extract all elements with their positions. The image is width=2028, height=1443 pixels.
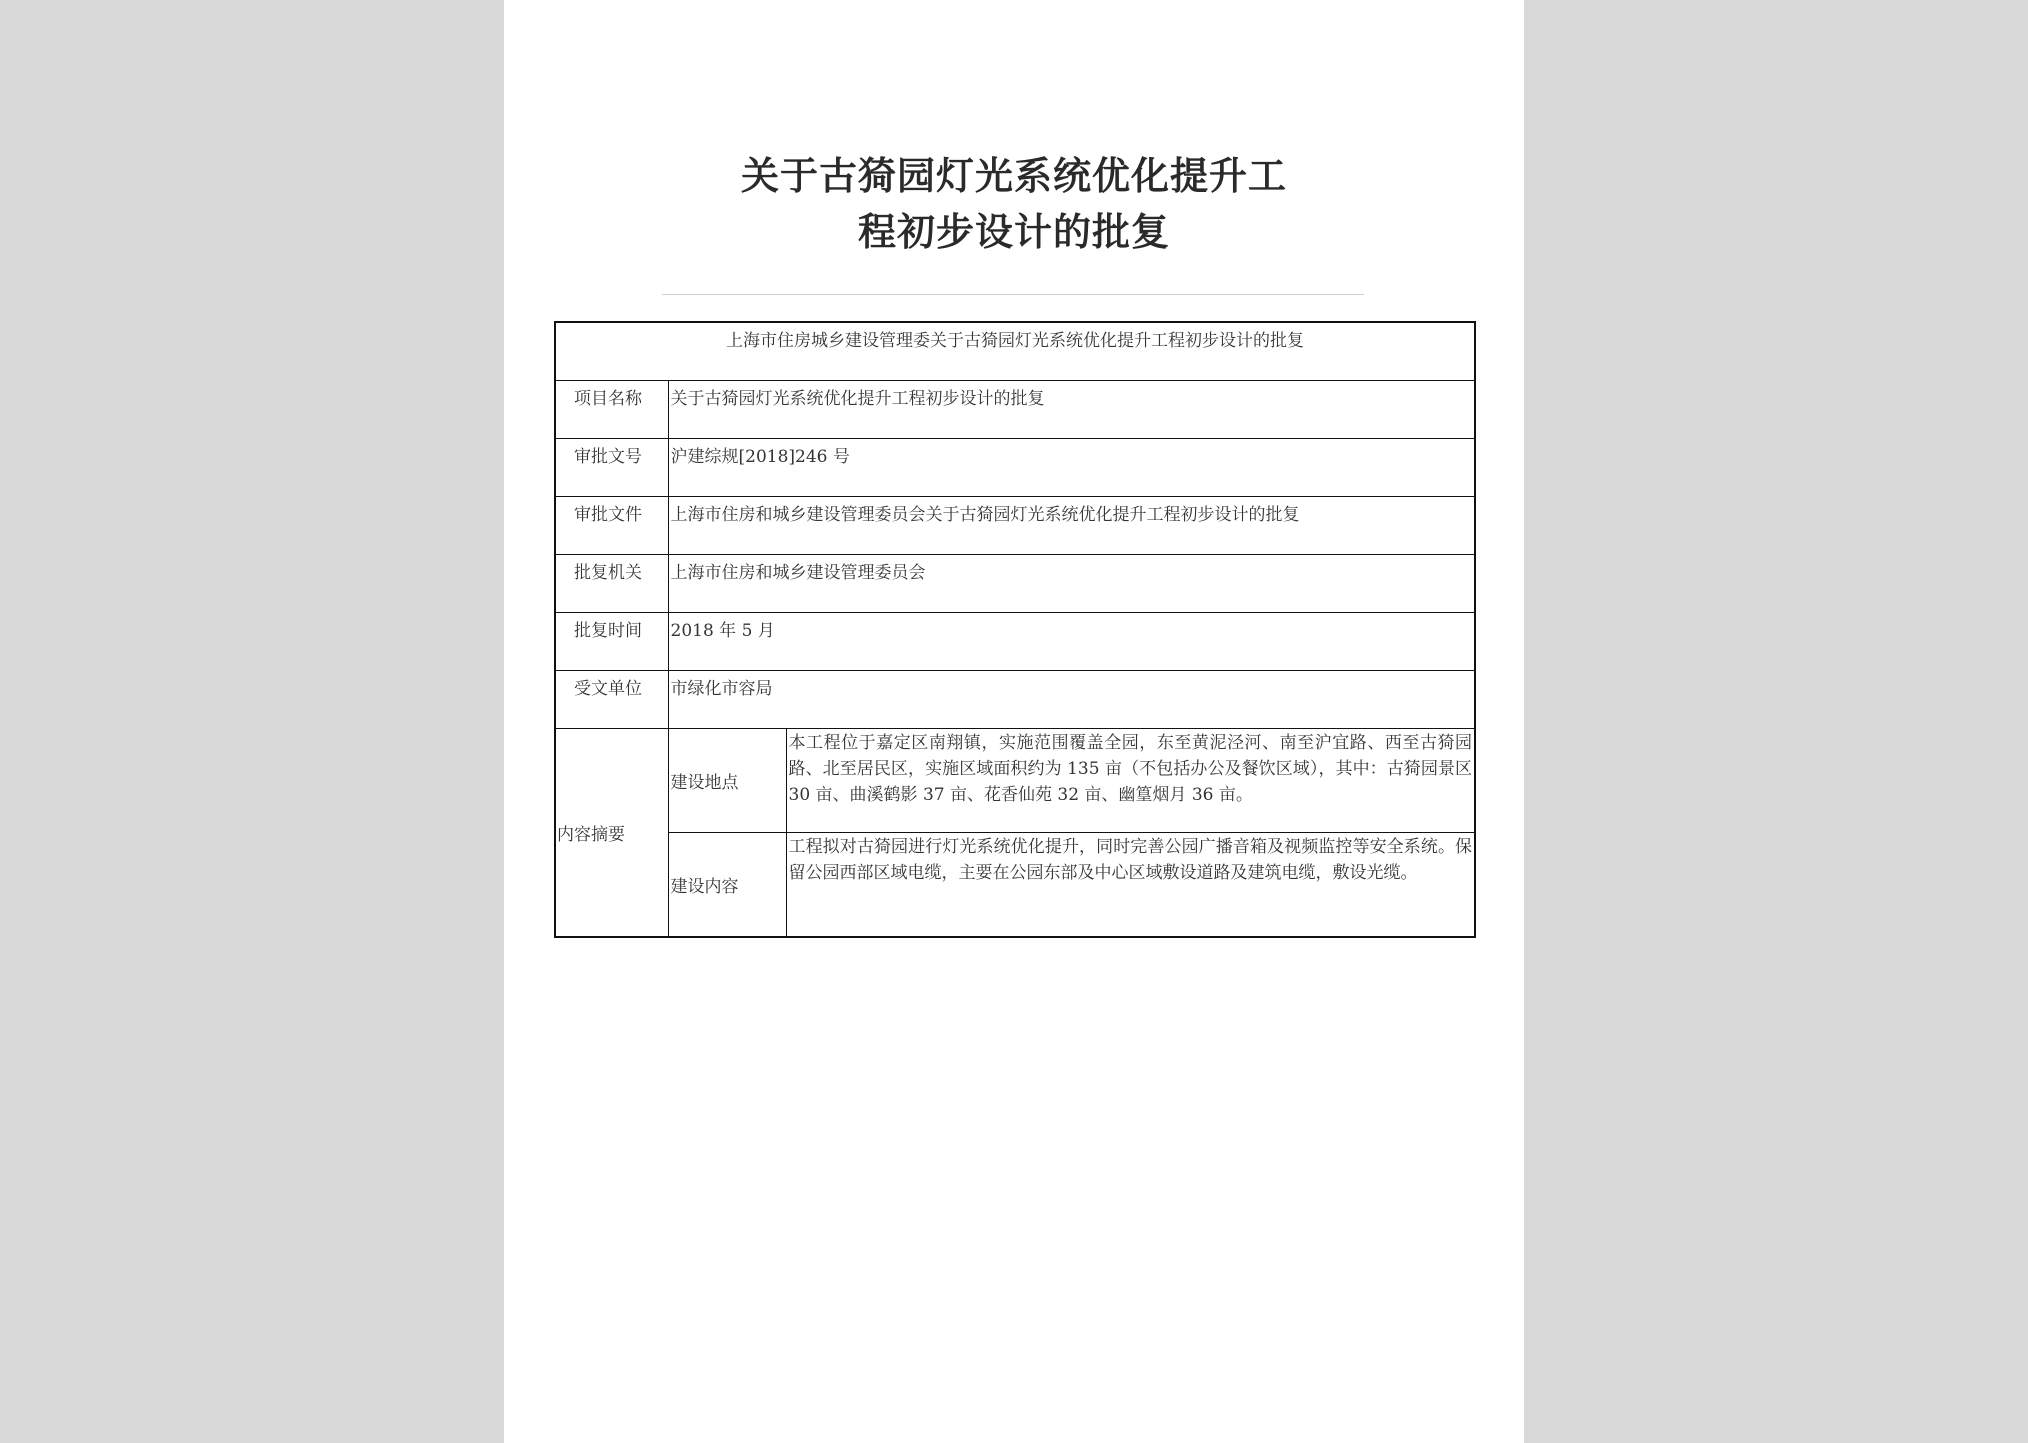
row-label-approval-date: 批复时间	[555, 613, 668, 671]
row-label-approval-number: 审批文号	[555, 439, 668, 497]
summary-text-location: 本工程位于嘉定区南翔镇，实施范围覆盖全园，东至黄泥泾河、南至沪宜路、西至古猗园路、北至居民区，实施区域面积约为 135 亩（不包括办公及餐饮区域），其中：古猗园景区 30 亩、曲溪鹤影 37 亩、花香仙苑 32 亩、幽篁烟月 36 亩。	[786, 729, 1475, 833]
document-page	[504, 0, 1524, 1443]
summary-row-content	[555, 833, 1475, 938]
table-row	[555, 555, 1475, 613]
title-line-1: 关于古猗园灯光系统优化提升工	[740, 154, 1287, 198]
row-value-approval-date: 2018 年 5 月	[668, 613, 1475, 671]
title-divider	[662, 294, 1364, 295]
summary-row-location	[555, 729, 1475, 833]
table-header-row	[555, 322, 1475, 381]
row-value-approval-document: 上海市住房和城乡建设管理委员会关于古猗园灯光系统优化提升工程初步设计的批复	[668, 497, 1475, 555]
table-row	[555, 671, 1475, 729]
table-row	[555, 613, 1475, 671]
row-label-approving-authority: 批复机关	[555, 555, 668, 613]
summary-sublabel-content: 建设内容	[668, 833, 786, 938]
row-label-approval-document: 审批文件	[555, 497, 668, 555]
table-header: 上海市住房城乡建设管理委关于古猗园灯光系统优化提升工程初步设计的批复	[555, 322, 1475, 381]
table-row	[555, 381, 1475, 439]
title-line-2: 程初步设计的批复	[857, 210, 1170, 254]
table-row	[555, 497, 1475, 555]
row-label-project-name: 项目名称	[555, 381, 668, 439]
row-value-project-name: 关于古猗园灯光系统优化提升工程初步设计的批复	[668, 381, 1475, 439]
table-row	[555, 439, 1475, 497]
summary-label: 内容摘要	[555, 729, 668, 938]
summary-sublabel-location: 建设地点	[668, 729, 786, 833]
row-label-recipient: 受文单位	[555, 671, 668, 729]
approval-table	[554, 321, 1476, 938]
row-value-recipient: 市绿化市容局	[668, 671, 1475, 729]
row-value-approval-number: 沪建综规[2018]246 号	[668, 439, 1475, 497]
summary-text-content: 工程拟对古猗园进行灯光系统优化提升，同时完善公园广播音箱及视频监控等安全系统。保留公园西部区域电缆，主要在公园东部及中心区域敷设道路及建筑电缆，敷设光缆。	[786, 833, 1475, 938]
document-title	[504, 148, 1524, 260]
row-value-approving-authority: 上海市住房和城乡建设管理委员会	[668, 555, 1475, 613]
